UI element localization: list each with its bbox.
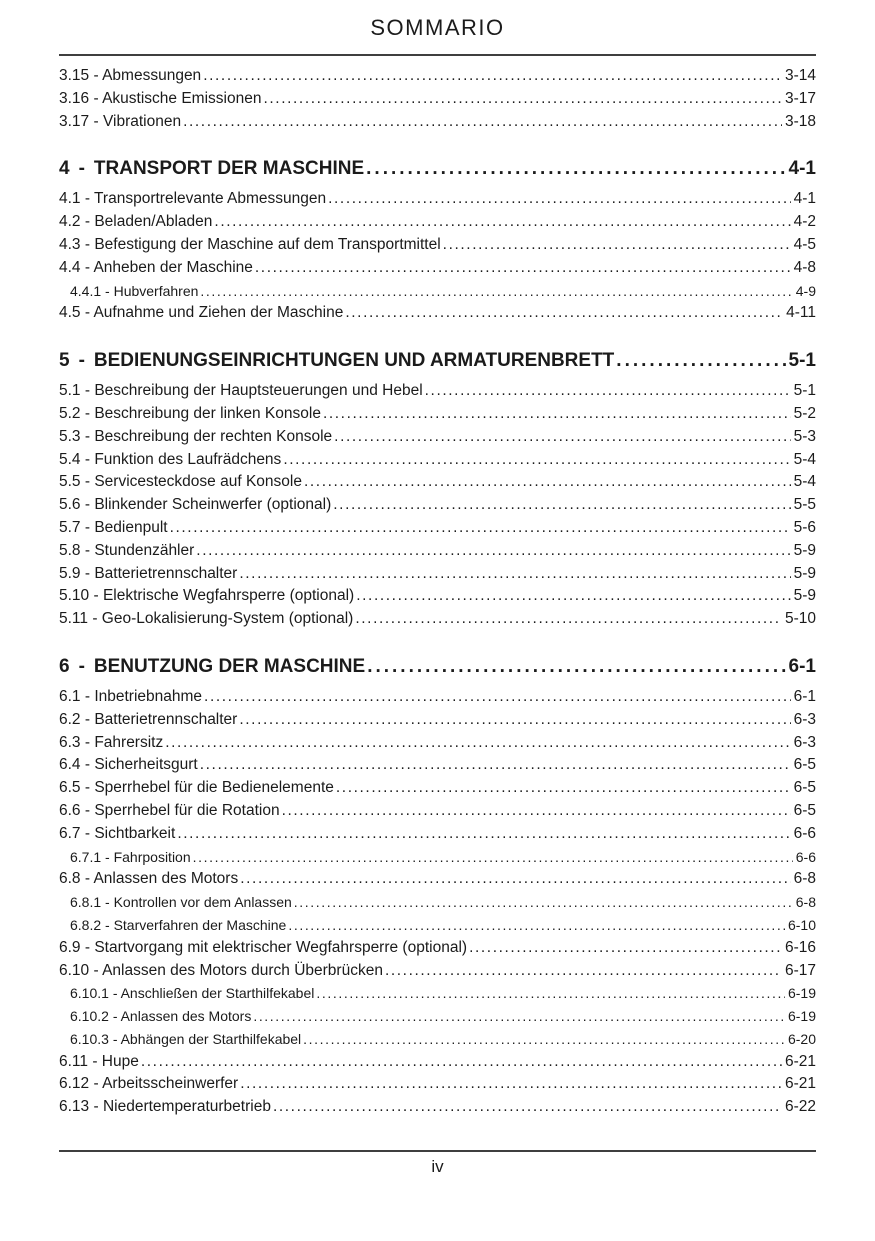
toc-entry <box>59 449 816 472</box>
dot-leader <box>282 800 791 823</box>
toc-entry-label: 6.11 - Hupe <box>59 1052 139 1070</box>
toc-entry-label: 6.8 - Anlassen des Motors <box>59 870 239 888</box>
dot-leader <box>328 188 790 211</box>
toc-entry-page: 6-1 <box>793 687 816 705</box>
dot-leader <box>214 211 790 234</box>
toc-entry <box>59 234 816 257</box>
toc-subentry <box>59 891 816 914</box>
toc-entry-label: 6.4 - Sicherheitsgurt <box>59 756 198 774</box>
toc-entry-label: 6.7.1 - Fahrposition <box>70 848 191 865</box>
toc-entry-label: 6.8.1 - Kontrollen vor dem Anlassen <box>70 894 292 911</box>
dot-leader <box>367 652 785 682</box>
toc-entry-label: 5.9 - Batterietrennschalter <box>59 564 238 582</box>
toc-entry-page: 6-10 <box>787 916 816 933</box>
toc-entry-page: 6-5 <box>793 779 816 797</box>
toc-entry-label: 6.8.2 - Starverfahren der Maschine <box>70 916 287 933</box>
toc-entry-label: 5.6 - Blinkender Scheinwerfer (optional) <box>59 496 332 514</box>
toc-heading-title: TRANSPORT DER MASCHINE <box>93 158 365 180</box>
toc-entry <box>59 608 816 631</box>
dot-leader <box>356 585 790 608</box>
toc-heading-separator: - <box>78 655 85 677</box>
toc-entry-label: 6.12 - Arbeitsscheinwerfer <box>59 1075 239 1093</box>
dot-leader <box>200 280 792 303</box>
toc-entry-page: 6-3 <box>793 710 816 728</box>
toc-entry <box>59 88 816 111</box>
dot-leader <box>255 257 791 280</box>
toc-entry-label: 4.2 - Beladen/Abladen <box>59 213 213 231</box>
toc-entry-label: 5.8 - Stundenzähler <box>59 541 195 559</box>
dot-leader <box>336 777 791 800</box>
toc-entry <box>59 517 816 540</box>
toc-entry-label: 3.17 - Vibrationen <box>59 112 182 130</box>
toc-heading-separator: - <box>78 350 85 372</box>
toc-entry <box>59 1051 816 1074</box>
toc-entry-page: 4-5 <box>793 235 816 253</box>
dot-leader <box>385 960 782 983</box>
dot-leader <box>240 1073 782 1096</box>
toc-entry-page: 3-18 <box>784 112 816 130</box>
toc-heading-page: 5-1 <box>788 350 816 372</box>
dot-leader <box>366 154 785 184</box>
toc-entry <box>59 563 816 586</box>
toc-section-heading <box>59 154 816 184</box>
toc-entry-label: 3.16 - Akustische Emissionen <box>59 89 262 107</box>
toc-entry <box>59 960 816 983</box>
toc-entry-label: 6.10.2 - Anlassen des Motors <box>70 1008 252 1025</box>
dot-leader <box>193 846 793 869</box>
toc-heading-label <box>59 346 614 376</box>
toc-entry <box>59 686 816 709</box>
toc-section-heading <box>59 346 816 376</box>
toc-entry-page: 5-1 <box>793 382 816 400</box>
toc-section <box>59 652 816 1119</box>
toc-entry-page: 6-5 <box>793 756 816 774</box>
dot-leader <box>240 868 790 891</box>
toc-heading-page: 6-1 <box>788 655 816 677</box>
toc-entry <box>59 868 816 891</box>
toc-entry <box>59 403 816 426</box>
page-title: SOMMARIO <box>370 15 505 40</box>
toc-heading-page: 4-1 <box>788 158 816 180</box>
toc-entry-label: 6.13 - Niedertemperaturbetrieb <box>59 1098 271 1116</box>
toc-heading-title: BEDIENUNGSEINRICHTUNGEN UND ARMATURENBRETT <box>93 350 615 372</box>
toc-heading-separator: - <box>78 158 85 180</box>
toc-section-heading <box>59 652 816 682</box>
toc-entry <box>59 540 816 563</box>
toc-subentry <box>59 280 816 303</box>
dot-leader <box>425 380 791 403</box>
toc-heading-label <box>59 154 364 184</box>
dot-leader <box>204 686 791 709</box>
toc-entry-page: 5-4 <box>793 473 816 491</box>
toc-entry-label: 5.1 - Beschreibung der Hauptsteuerungen und Hebel <box>59 382 423 400</box>
dot-leader <box>239 709 790 732</box>
dot-leader <box>141 1051 782 1074</box>
toc-entry-page: 6-20 <box>787 1030 816 1047</box>
toc-heading-label <box>59 652 365 682</box>
toc-entry-page: 5-5 <box>793 496 816 514</box>
toc-entry <box>59 65 816 88</box>
toc-entry <box>59 471 816 494</box>
dot-leader <box>333 494 790 517</box>
toc-subentry <box>59 1005 816 1028</box>
page-footer <box>59 1150 816 1179</box>
toc-entry-page: 5-9 <box>793 541 816 559</box>
dot-leader <box>239 563 790 586</box>
toc-entry <box>59 111 816 134</box>
toc-entry-page: 6-6 <box>795 848 816 865</box>
toc-entry-label: 4.5 - Aufnahme und Ziehen der Maschine <box>59 304 344 322</box>
dot-leader <box>334 426 790 449</box>
toc-entry-page: 6-3 <box>793 733 816 751</box>
toc-section <box>59 65 816 133</box>
dot-leader <box>288 914 785 937</box>
toc-entry <box>59 800 816 823</box>
toc-entry-page: 6-21 <box>784 1052 816 1070</box>
toc-entry-label: 5.2 - Beschreibung der linken Konsole <box>59 404 321 422</box>
toc-entry-page: 6-19 <box>787 985 816 1002</box>
toc-entry-page: 4-11 <box>786 304 816 322</box>
toc-entry <box>59 1073 816 1096</box>
toc-entry-label: 6.10.1 - Anschließen der Starthilfekabel <box>70 985 315 1002</box>
toc-entry <box>59 494 816 517</box>
page-number: iv <box>431 1157 444 1176</box>
toc-entry <box>59 426 816 449</box>
dot-leader <box>303 1028 785 1051</box>
dot-leader <box>323 403 791 426</box>
dot-leader <box>443 234 791 257</box>
toc-heading-title: BENUTZUNG DER MASCHINE <box>93 655 366 677</box>
toc-entry-page: 6-19 <box>787 1008 816 1025</box>
toc-entry-page: 6-6 <box>793 824 816 842</box>
toc-entry-label: 6.2 - Batterietrennschalter <box>59 710 238 728</box>
dot-leader <box>273 1096 782 1119</box>
toc-entry-page: 5-9 <box>793 587 816 605</box>
toc-entry <box>59 823 816 846</box>
dot-leader <box>283 449 790 472</box>
toc-entry <box>59 709 816 732</box>
toc-entry-page: 5-6 <box>793 518 816 536</box>
toc-entry-label: 6.3 - Fahrersitz <box>59 733 164 751</box>
toc-subentry <box>59 914 816 937</box>
dot-leader <box>304 471 791 494</box>
dot-leader <box>196 540 790 563</box>
toc-entry-label: 6.6 - Sperrhebel für die Rotation <box>59 801 280 819</box>
toc-entry-label: 3.15 - Abmessungen <box>59 67 202 84</box>
toc-entry-label: 5.5 - Servicesteckdose auf Konsole <box>59 473 302 491</box>
toc-entry-page: 5-2 <box>793 404 816 422</box>
toc-entry-label: 6.9 - Startvorgang mit elektrischer Wegfahrsperre (optional) <box>59 938 468 956</box>
toc-entry-page: 3-14 <box>784 67 816 84</box>
toc-entry-page: 5-4 <box>793 450 816 468</box>
toc-entry-page: 4-2 <box>793 213 816 231</box>
toc-heading-number: 6 <box>59 655 70 677</box>
toc-entry-page: 6-22 <box>784 1098 816 1116</box>
dot-leader <box>200 754 791 777</box>
toc-entry-page: 3-17 <box>784 89 816 107</box>
toc-entry-label: 4.4.1 - Hubverfahren <box>70 282 199 299</box>
toc <box>59 65 816 1119</box>
dot-leader <box>170 517 791 540</box>
toc-entry-label: 4.3 - Befestigung der Maschine auf dem Transportmittel <box>59 235 441 253</box>
toc-entry-page: 5-3 <box>793 427 816 445</box>
toc-entry-page: 5-10 <box>784 610 816 628</box>
toc-entry-page: 6-8 <box>793 870 816 888</box>
toc-entry-page: 6-21 <box>784 1075 816 1093</box>
toc-entry <box>59 732 816 755</box>
dot-leader <box>203 65 782 88</box>
toc-entry <box>59 211 816 234</box>
toc-entry-page: 6-8 <box>795 894 816 911</box>
toc-entry-label: 6.1 - Inbetriebnahme <box>59 687 203 705</box>
toc-subentry <box>59 982 816 1005</box>
toc-entry <box>59 1096 816 1119</box>
toc-subentry <box>59 1028 816 1051</box>
dot-leader <box>469 937 782 960</box>
dot-leader <box>253 1005 785 1028</box>
toc-entry-label: 5.7 - Bedienpult <box>59 518 168 536</box>
toc-entry <box>59 754 816 777</box>
toc-entry <box>59 188 816 211</box>
header-divider <box>59 54 816 56</box>
toc-entry <box>59 257 816 280</box>
toc-entry-page: 6-17 <box>784 961 816 979</box>
dot-leader <box>263 88 782 111</box>
toc-entry-page: 4-1 <box>793 190 816 208</box>
toc-entry-label: 4.4 - Anheben der Maschine <box>59 258 253 276</box>
toc-entry-page: 6-16 <box>784 938 816 956</box>
toc-heading-number: 4 <box>59 158 70 180</box>
toc-entry-label: 6.10 - Anlassen des Motors durch Überbrücken <box>59 961 383 979</box>
toc-entry-label: 5.4 - Funktion des Laufrädchens <box>59 450 282 468</box>
toc-entry-label: 6.7 - Sichtbarkeit <box>59 824 176 842</box>
toc-entry <box>59 585 816 608</box>
toc-entry-label: 6.5 - Sperrhebel für die Bedienelemente <box>59 779 334 797</box>
toc-entry-label: 6.10.3 - Abhängen der Starthilfekabel <box>70 1030 302 1047</box>
toc-entry-label: 4.1 - Transportrelevante Abmessungen <box>59 190 327 208</box>
dot-leader <box>165 732 790 755</box>
toc-entry-label: 5.11 - Geo-Lokalisierung-System (optional) <box>59 610 354 628</box>
dot-leader <box>616 346 785 376</box>
toc-entry-page: 4-9 <box>795 282 816 299</box>
toc-section <box>59 154 816 325</box>
toc-heading-number: 5 <box>59 350 70 372</box>
dot-leader <box>355 608 782 631</box>
toc-entry-page: 4-8 <box>793 258 816 276</box>
toc-entry <box>59 937 816 960</box>
toc-entry-page: 6-5 <box>793 801 816 819</box>
dot-leader <box>294 891 793 914</box>
toc-entry-label: 5.3 - Beschreibung der rechten Konsole <box>59 427 333 445</box>
toc-entry <box>59 777 816 800</box>
toc-entry <box>59 302 816 325</box>
toc-entry <box>59 380 816 403</box>
toc-entry-label: 5.10 - Elektrische Wegfahrsperre (optional) <box>59 587 355 605</box>
dot-leader <box>183 111 782 134</box>
toc-entry-page: 5-9 <box>793 564 816 582</box>
dot-leader <box>316 982 785 1005</box>
dot-leader <box>345 302 783 325</box>
dot-leader <box>177 823 790 846</box>
toc-section <box>59 346 816 631</box>
toc-subentry <box>59 846 816 869</box>
